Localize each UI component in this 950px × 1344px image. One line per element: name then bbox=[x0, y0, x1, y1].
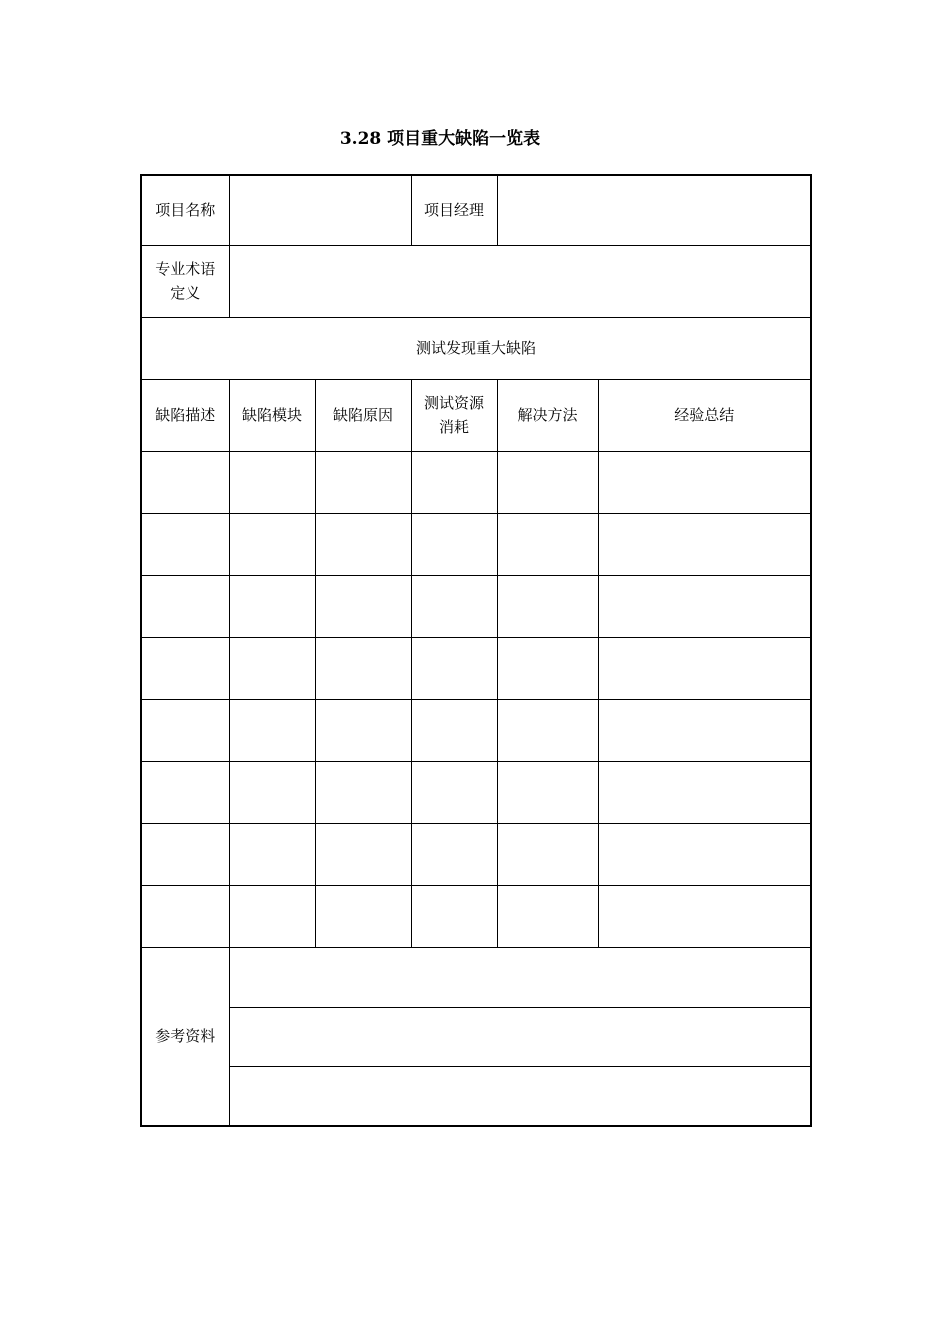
table-cell[interactable] bbox=[411, 513, 497, 575]
table-cell[interactable] bbox=[411, 699, 497, 761]
table-cell[interactable] bbox=[411, 637, 497, 699]
document-title: 3.28 项目重大缺陷一览表 bbox=[339, 129, 541, 149]
table-cell[interactable] bbox=[229, 637, 315, 699]
column-header: 解决方法 bbox=[497, 379, 598, 451]
table-cell[interactable] bbox=[315, 823, 411, 885]
terms-definition-field[interactable] bbox=[229, 245, 811, 317]
table-cell[interactable] bbox=[229, 699, 315, 761]
table-row bbox=[141, 823, 811, 885]
table-cell[interactable] bbox=[411, 451, 497, 513]
table-cell[interactable] bbox=[598, 761, 811, 823]
table-cell[interactable] bbox=[411, 885, 497, 947]
table-row bbox=[141, 451, 811, 513]
project-manager-field[interactable] bbox=[497, 175, 811, 245]
table-cell[interactable] bbox=[141, 823, 229, 885]
table-cell[interactable] bbox=[497, 823, 598, 885]
table-cell[interactable] bbox=[598, 885, 811, 947]
table-cell[interactable] bbox=[411, 761, 497, 823]
table-cell[interactable] bbox=[497, 885, 598, 947]
table-cell[interactable] bbox=[315, 699, 411, 761]
table-cell[interactable] bbox=[598, 823, 811, 885]
table-cell[interactable] bbox=[315, 885, 411, 947]
table-cell[interactable] bbox=[229, 513, 315, 575]
table-cell[interactable] bbox=[315, 451, 411, 513]
table-cell[interactable] bbox=[598, 699, 811, 761]
table-cell[interactable] bbox=[497, 575, 598, 637]
references-label: 参考资料 bbox=[141, 947, 229, 1126]
project-name-field[interactable] bbox=[229, 175, 411, 245]
table-cell[interactable] bbox=[141, 637, 229, 699]
terms-label-line2: 定义 bbox=[170, 284, 201, 302]
project-manager-label: 项目经理 bbox=[411, 175, 497, 245]
table-cell[interactable] bbox=[229, 823, 315, 885]
table-cell[interactable] bbox=[315, 761, 411, 823]
table-cell[interactable] bbox=[229, 761, 315, 823]
table-row bbox=[141, 885, 811, 947]
project-name-label: 项目名称 bbox=[141, 175, 229, 245]
table-cell[interactable] bbox=[141, 513, 229, 575]
table-cell[interactable] bbox=[497, 637, 598, 699]
table-cell[interactable] bbox=[141, 575, 229, 637]
column-header: 缺陷模块 bbox=[229, 379, 315, 451]
table-cell[interactable] bbox=[598, 513, 811, 575]
table-row bbox=[141, 575, 811, 637]
table-cell[interactable] bbox=[229, 451, 315, 513]
table-cell[interactable] bbox=[411, 575, 497, 637]
references-field[interactable] bbox=[229, 947, 811, 1007]
table-cell[interactable] bbox=[141, 699, 229, 761]
table-row bbox=[141, 513, 811, 575]
references-field[interactable] bbox=[229, 1066, 811, 1126]
table-cell[interactable] bbox=[598, 575, 811, 637]
table-cell[interactable] bbox=[315, 575, 411, 637]
table-cell[interactable] bbox=[141, 761, 229, 823]
table-cell[interactable] bbox=[315, 513, 411, 575]
column-header: 缺陷描述 bbox=[141, 379, 229, 451]
table-row bbox=[141, 761, 811, 823]
section-heading: 测试发现重大缺陷 bbox=[141, 317, 811, 379]
terms-definition-label bbox=[141, 245, 229, 317]
table-cell[interactable] bbox=[141, 885, 229, 947]
table-cell[interactable] bbox=[497, 699, 598, 761]
column-header-line2: 消耗 bbox=[438, 418, 469, 436]
column-header-line1: 测试资源 bbox=[423, 394, 484, 412]
table-row bbox=[141, 699, 811, 761]
table-cell[interactable] bbox=[497, 761, 598, 823]
column-header: 缺陷原因 bbox=[315, 379, 411, 451]
table-cell[interactable] bbox=[598, 637, 811, 699]
table-cell[interactable] bbox=[229, 885, 315, 947]
column-header: 经验总结 bbox=[598, 379, 811, 451]
table-row bbox=[141, 637, 811, 699]
table-cell[interactable] bbox=[598, 451, 811, 513]
column-header bbox=[411, 379, 497, 451]
table-cell[interactable] bbox=[315, 637, 411, 699]
table-cell[interactable] bbox=[229, 575, 315, 637]
table-cell[interactable] bbox=[497, 513, 598, 575]
table-cell[interactable] bbox=[497, 451, 598, 513]
table-cell[interactable] bbox=[141, 451, 229, 513]
references-field[interactable] bbox=[229, 1007, 811, 1066]
defect-summary-form bbox=[140, 174, 812, 1127]
table-cell[interactable] bbox=[411, 823, 497, 885]
terms-label-line1: 专业术语 bbox=[155, 260, 216, 278]
